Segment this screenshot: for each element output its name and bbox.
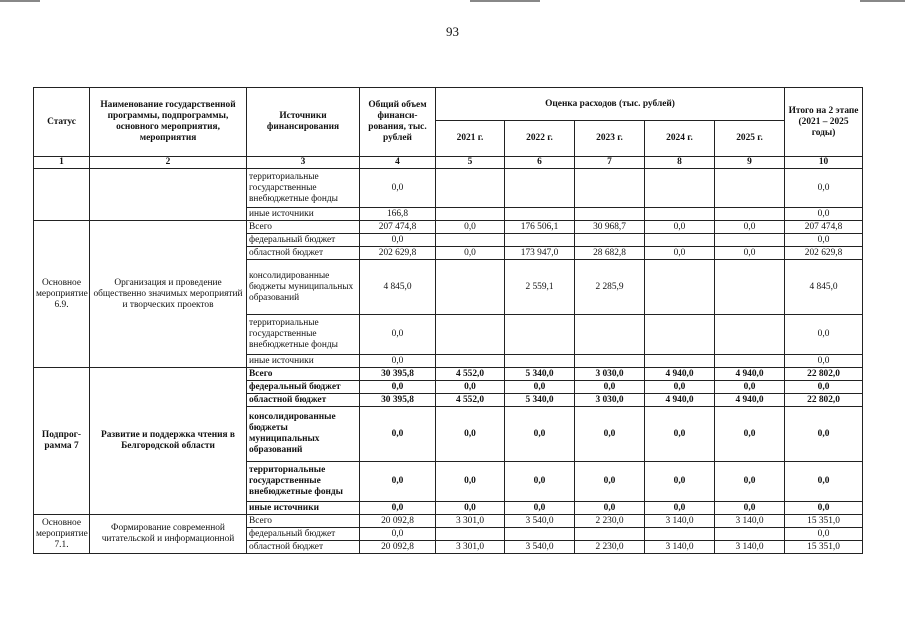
year-cell: 0,0: [436, 381, 505, 394]
year-cell: 0,0: [575, 381, 645, 394]
year-cell: 0,0: [505, 407, 575, 462]
year-cell: 3 140,0: [715, 541, 785, 554]
total-cell: 30 395,8: [360, 394, 436, 407]
year-cell: [505, 234, 575, 247]
col-number: 9: [715, 157, 785, 169]
year-cell: [715, 260, 785, 315]
stage-cell: 15 351,0: [785, 515, 863, 528]
year-cell: 4 940,0: [715, 368, 785, 381]
name-cell: Организация и проведение общественно значимых мероприятий и творческих проектов: [90, 221, 247, 368]
col-number: 1: [34, 157, 90, 169]
year-cell: [436, 528, 505, 541]
year-cell: 0,0: [645, 381, 715, 394]
stage-cell: 0,0: [785, 407, 863, 462]
year-cell: 0,0: [715, 502, 785, 515]
year-cell: 0,0: [505, 462, 575, 502]
col-number: 5: [436, 157, 505, 169]
year-cell: [645, 315, 715, 355]
col-number: 3: [247, 157, 360, 169]
source-cell: областной бюджет: [247, 541, 360, 554]
year-cell: 0,0: [575, 407, 645, 462]
total-cell: 20 092,8: [360, 541, 436, 554]
year-cell: 28 682,8: [575, 247, 645, 260]
table-row: [34, 169, 863, 208]
year-cell: 2 230,0: [575, 515, 645, 528]
year-cell: [645, 169, 715, 208]
year-cell: 3 140,0: [715, 515, 785, 528]
year-cell: [436, 315, 505, 355]
col-number: 4: [360, 157, 436, 169]
financing-table: [33, 87, 863, 554]
col-number: 2: [90, 157, 247, 169]
header-name: Наименование государственной программы, подпрограммы, основного мероприятия, мероприятия: [90, 88, 247, 157]
year-cell: [436, 208, 505, 221]
source-cell: территориальные государственные внебюджетные фонды: [247, 315, 360, 355]
year-cell: [715, 208, 785, 221]
source-cell: областной бюджет: [247, 394, 360, 407]
header-year: 2024 г.: [645, 121, 715, 157]
header-total-volume: Общий объем финанси-рования, тыс. рублей: [360, 88, 436, 157]
year-cell: [715, 355, 785, 368]
stage-cell: 22 802,0: [785, 394, 863, 407]
total-cell: 202 629,8: [360, 247, 436, 260]
name-cell: Развитие и поддержка чтения в Белгородской области: [90, 368, 247, 515]
year-cell: 0,0: [436, 407, 505, 462]
year-cell: 0,0: [715, 407, 785, 462]
total-cell: 30 395,8: [360, 368, 436, 381]
source-cell: консолидированные бюджеты муниципальных образований: [247, 260, 360, 315]
year-cell: [645, 355, 715, 368]
stage-cell: 0,0: [785, 208, 863, 221]
stage-cell: 0,0: [785, 315, 863, 355]
total-cell: 166,8: [360, 208, 436, 221]
header-total-stage: Итого на 2 этапе (2021 – 2025 годы): [785, 88, 863, 157]
year-cell: 0,0: [715, 247, 785, 260]
year-cell: 5 340,0: [505, 394, 575, 407]
year-cell: 3 540,0: [505, 541, 575, 554]
year-cell: 3 301,0: [436, 515, 505, 528]
table-row: [34, 515, 863, 528]
source-cell: территориальные государственные внебюджетные фонды: [247, 462, 360, 502]
year-cell: 3 540,0: [505, 515, 575, 528]
year-cell: 0,0: [436, 221, 505, 234]
year-cell: [505, 208, 575, 221]
total-cell: 0,0: [360, 355, 436, 368]
name-cell: Формирование современной читательской и информационной: [90, 515, 247, 554]
year-cell: [436, 260, 505, 315]
year-cell: 0,0: [715, 221, 785, 234]
year-cell: 0,0: [505, 381, 575, 394]
source-cell: федеральный бюджет: [247, 528, 360, 541]
year-cell: 4 552,0: [436, 368, 505, 381]
header-status: Статус: [34, 88, 90, 157]
year-cell: 4 940,0: [645, 394, 715, 407]
header-year: 2025 г.: [715, 121, 785, 157]
year-cell: [645, 528, 715, 541]
source-cell: Всего: [247, 515, 360, 528]
year-cell: 0,0: [715, 462, 785, 502]
total-cell: 20 092,8: [360, 515, 436, 528]
col-number: 8: [645, 157, 715, 169]
year-cell: 4 940,0: [715, 394, 785, 407]
source-cell: иные источники: [247, 208, 360, 221]
header-year: 2021 г.: [436, 121, 505, 157]
page-number: 93: [446, 24, 459, 39]
year-cell: 173 947,0: [505, 247, 575, 260]
scan-mark-left: [0, 0, 40, 2]
status-cell: Основное мероприятие 6.9.: [34, 221, 90, 368]
year-cell: 3 301,0: [436, 541, 505, 554]
year-cell: 2 285,9: [575, 260, 645, 315]
year-cell: 0,0: [645, 462, 715, 502]
year-cell: 0,0: [645, 221, 715, 234]
year-cell: [645, 234, 715, 247]
year-cell: 3 030,0: [575, 394, 645, 407]
year-cell: [715, 169, 785, 208]
year-cell: [575, 208, 645, 221]
total-cell: 0,0: [360, 234, 436, 247]
year-cell: [505, 528, 575, 541]
year-cell: [436, 234, 505, 247]
total-cell: 4 845,0: [360, 260, 436, 315]
year-cell: 0,0: [436, 502, 505, 515]
table-row: [34, 221, 863, 234]
header-year: 2022 г.: [505, 121, 575, 157]
year-cell: [575, 315, 645, 355]
col-number: 6: [505, 157, 575, 169]
stage-cell: 0,0: [785, 462, 863, 502]
status-cell: Подпрог-рамма 7: [34, 368, 90, 515]
year-cell: [715, 234, 785, 247]
year-cell: 0,0: [436, 247, 505, 260]
year-cell: [645, 260, 715, 315]
year-cell: 3 140,0: [645, 515, 715, 528]
year-cell: [575, 528, 645, 541]
source-cell: иные источники: [247, 502, 360, 515]
total-cell: 0,0: [360, 315, 436, 355]
total-cell: 0,0: [360, 381, 436, 394]
year-cell: [505, 355, 575, 368]
year-cell: [505, 169, 575, 208]
year-cell: 0,0: [715, 381, 785, 394]
stage-cell: 15 351,0: [785, 541, 863, 554]
year-cell: [645, 208, 715, 221]
year-cell: 3 030,0: [575, 368, 645, 381]
total-cell: 0,0: [360, 169, 436, 208]
year-cell: 30 968,7: [575, 221, 645, 234]
total-cell: 0,0: [360, 407, 436, 462]
stage-cell: 207 474,8: [785, 221, 863, 234]
source-cell: территориальные государственные внебюджетные фонды: [247, 169, 360, 208]
col-number: 10: [785, 157, 863, 169]
year-cell: [715, 315, 785, 355]
name-cell: [90, 169, 247, 221]
year-cell: 4 552,0: [436, 394, 505, 407]
total-cell: 0,0: [360, 528, 436, 541]
source-cell: федеральный бюджет: [247, 234, 360, 247]
stage-cell: 0,0: [785, 381, 863, 394]
header-sources: Источники финансирования: [247, 88, 360, 157]
year-cell: 0,0: [645, 247, 715, 260]
year-cell: [436, 169, 505, 208]
year-cell: [575, 234, 645, 247]
stage-cell: 0,0: [785, 528, 863, 541]
source-cell: Всего: [247, 221, 360, 234]
header-estimate: Оценка расходов (тыс. рублей): [436, 88, 785, 121]
total-cell: 207 474,8: [360, 221, 436, 234]
stage-cell: 4 845,0: [785, 260, 863, 315]
year-cell: 2 230,0: [575, 541, 645, 554]
source-cell: иные источники: [247, 355, 360, 368]
status-cell: [34, 169, 90, 221]
year-cell: [505, 315, 575, 355]
year-cell: [436, 355, 505, 368]
source-cell: консолидированные бюджеты муниципальных образований: [247, 407, 360, 462]
year-cell: 2 559,1: [505, 260, 575, 315]
year-cell: 0,0: [575, 502, 645, 515]
scan-mark-center: [470, 0, 540, 2]
total-cell: 0,0: [360, 462, 436, 502]
year-cell: [715, 528, 785, 541]
scan-mark-right: [860, 0, 905, 2]
col-number: 7: [575, 157, 645, 169]
year-cell: 5 340,0: [505, 368, 575, 381]
year-cell: 3 140,0: [645, 541, 715, 554]
source-cell: федеральный бюджет: [247, 381, 360, 394]
stage-cell: 0,0: [785, 234, 863, 247]
year-cell: 0,0: [436, 462, 505, 502]
stage-cell: 202 629,8: [785, 247, 863, 260]
stage-cell: 0,0: [785, 169, 863, 208]
year-cell: 0,0: [645, 407, 715, 462]
table-row: [34, 368, 863, 381]
year-cell: 0,0: [645, 502, 715, 515]
source-cell: областной бюджет: [247, 247, 360, 260]
year-cell: 0,0: [575, 462, 645, 502]
source-cell: Всего: [247, 368, 360, 381]
stage-cell: 0,0: [785, 355, 863, 368]
year-cell: [575, 355, 645, 368]
header-year: 2023 г.: [575, 121, 645, 157]
stage-cell: 0,0: [785, 502, 863, 515]
year-cell: 4 940,0: [645, 368, 715, 381]
total-cell: 0,0: [360, 502, 436, 515]
stage-cell: 22 802,0: [785, 368, 863, 381]
year-cell: [575, 169, 645, 208]
year-cell: 176 506,1: [505, 221, 575, 234]
year-cell: 0,0: [505, 502, 575, 515]
status-cell: Основное мероприятие 7.1.: [34, 515, 90, 554]
